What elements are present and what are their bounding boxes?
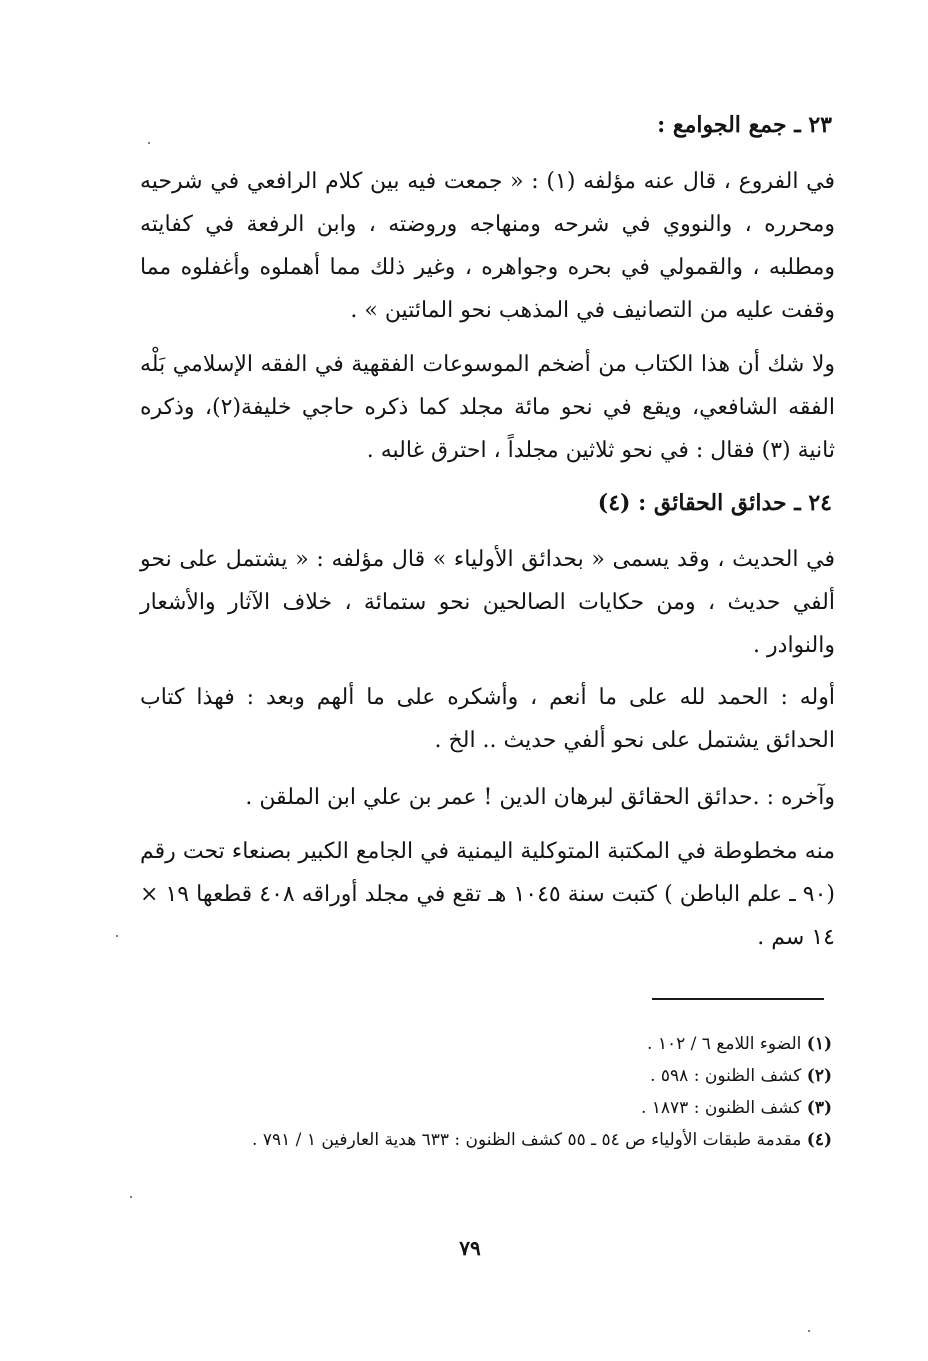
footnote-text: مقدمة طبقات الأولياء ص ٥٤ ـ ٥٥ كشف الظنون : ٦٣٣ هدية العارفين ١ / ٧٩١ . xyxy=(252,1130,802,1150)
footnote-text: كشف الظنون : ١٨٧٣ . xyxy=(640,1098,802,1118)
section-24-paragraph-1: في الحديث ، وقد يسمى « بحدائق الأولياء » قال مؤلفه : « يشتمل على نحو ألفي حديث ، ومن حكايات الصالحين نحو ستمائة ، خلاف الآثار والأشعار والنوادر . xyxy=(140,547,835,658)
section-23-paragraph-2: ولا شك أن هذا الكتاب من أضخم الموسوعات الفقهية في الفقه الإسلامي بَلْه الفقه الشافعي، ويقع في نحو مائة مجلد كما ذكره حاجي خليفة(٢)، وذكره ثانية (٣) فقال : في نحو ثلاثين مجلداً ، احترق غالبه . xyxy=(140,352,835,463)
footnote-number: (٢) xyxy=(806,1066,832,1086)
footnote-text: الضوء اللامع ٦ / ١٠٢ . xyxy=(647,1034,802,1054)
footnote-text: كشف الظنون : ٥٩٨ . xyxy=(650,1066,802,1086)
page-number: ٧٩ xyxy=(459,1236,481,1260)
footnote-4 xyxy=(132,1124,832,1156)
footnote-2 xyxy=(132,1060,832,1092)
section-heading-24: ٢٤ ـ حدائق الحقائق : (٤) xyxy=(597,490,832,516)
scan-speck xyxy=(808,1330,810,1332)
section-heading-23: ٢٣ ـ جمع الجوامع : xyxy=(657,112,832,138)
footnote-number: (١) xyxy=(806,1034,832,1054)
footnotes xyxy=(132,1028,832,1156)
section-24-paragraph-4: منه مخطوطة في المكتبة المتوكلية اليمنية في الجامع الكبير بصنعاء تحت رقم (٩٠ ـ علم الباطن ) كتبت سنة ١٠٤٥ هـ تقع في مجلد أوراقه ٤٠٨ قطعها ١٩ × ١٤ سم . xyxy=(140,839,835,950)
scan-speck xyxy=(130,1196,132,1198)
section-23-paragraph-1: في الفروع ، قال عنه مؤلفه (١) : « جمعت فيه بين كلام الرافعي في شرحيه ومحرره ، والنووي في شرحه ومنهاجه وروضته ، وابن الرفعة في كفايته ومطلبه ، والقمولي في بحره وجواهره ، وغير ذلك مما أهملوه وأغفلوه مما وقفت عليه من التصانيف في المذهب نحو المائتين » . xyxy=(140,169,835,323)
section-24-paragraph-3: وآخره : .حدائق الحقائق لبرهان الدين ! عمر بن علي ابن الملقن . xyxy=(245,785,835,810)
footnote-3 xyxy=(132,1092,832,1124)
scan-speck xyxy=(148,142,150,144)
footnote-number: (٣) xyxy=(806,1098,832,1118)
section-24-paragraph-2: أوله : الحمد لله على ما أنعم ، وأشكره على ما ألهم وبعد : فهذا كتاب الحدائق يشتمل على نحو ألفي حديث .. الخ . xyxy=(140,685,835,753)
footnote-divider xyxy=(652,998,824,1000)
scan-speck xyxy=(116,935,118,937)
footnote-number: (٤) xyxy=(806,1130,832,1150)
footnote-1 xyxy=(132,1028,832,1060)
